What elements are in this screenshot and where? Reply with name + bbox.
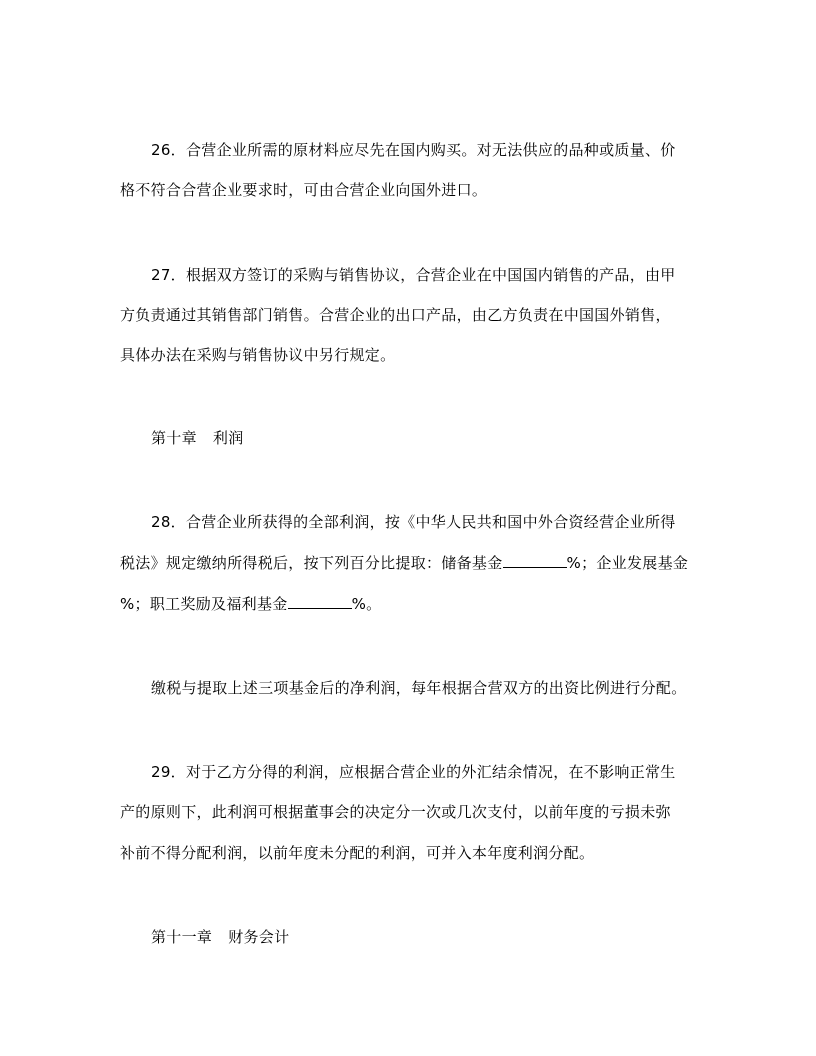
chapter-10-title: 利润 [212,429,244,447]
chapter-10-heading [151,428,244,448]
chapter-11-title: 财务会计 [228,928,290,946]
welfare-fund-blank [288,594,352,609]
distribution-paragraph: 缴税与提取上述三项基金后的净利润，每年根据合营双方的出资比例进行分配。 [151,679,687,697]
clause-26-line-2: 格不符合合营企业要求时，可由合营企业向国外进口。 [120,181,488,199]
clause-29-line-2: 产的原则下，此利润可根据董事会的决定分一次或几次支付，以前年度的亏损未弥 [120,803,671,821]
chapter-11-heading [151,927,289,947]
clause-28-line-1: 28．合营企业所获得的全部利润，按《中华人民共和国中外合资经营企业所得 [151,513,676,531]
clause-27-line-1: 27．根据双方签订的采购与销售协议，合营企业在中国国内销售的产品，由甲 [151,266,676,284]
clause-28-line-3-text-b: %。 [351,595,382,613]
clause-28-line-2 [120,553,688,573]
clause-27-line-2: 方负责通过其销售部门销售。合营企业的出口产品，由乙方负责在中国国外销售， [120,306,671,324]
reserve-fund-blank [503,553,567,568]
clause-29-line-1: 29．对于乙方分得的利润，应根据合营企业的外汇结余情况，在不影响正常生 [151,763,676,781]
clause-28-line-2-text-b: %；企业发展基金 [566,554,689,572]
chapter-11-number: 第十一章 [151,928,213,946]
clause-26-line-1: 26．合营企业所需的原材料应尽先在国内购买。对无法供应的品种或质量、价 [151,141,676,159]
clause-29-line-3: 补前不得分配利润，以前年度未分配的利润，可并入本年度利润分配。 [120,844,595,862]
chapter-10-number: 第十章 [151,429,197,447]
clause-27-line-3: 具体办法在采购与销售协议中另行规定。 [120,346,396,364]
clause-28-line-2-text-a: 税法》规定缴纳所得税后，按下列百分比提取：储备基金 [120,554,503,572]
clause-28-line-3-text-a: %；职工奖励及福利基金 [120,595,288,613]
clause-28-line-3 [120,594,381,614]
